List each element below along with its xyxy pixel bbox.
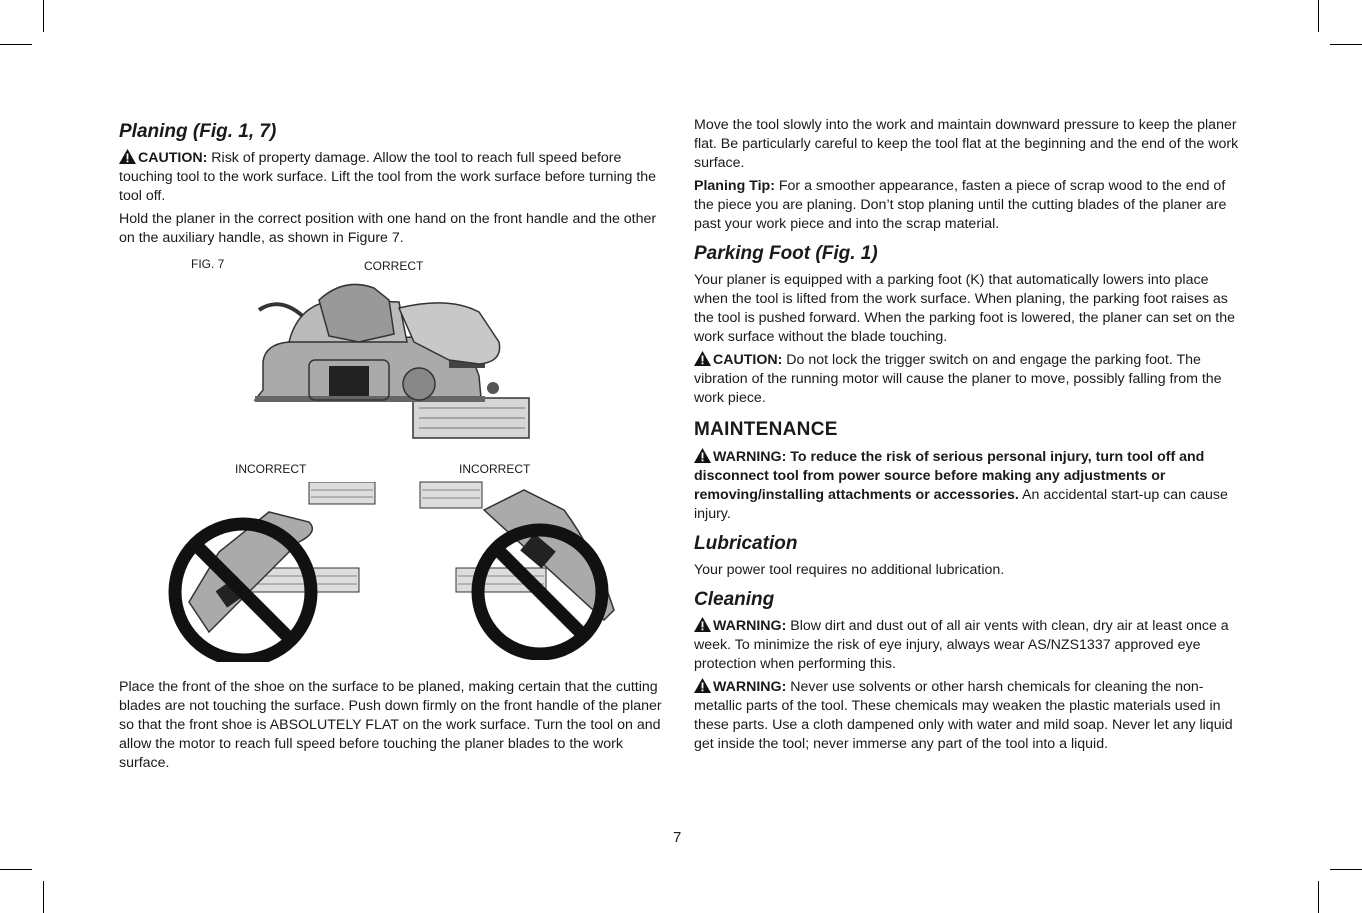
crop-mark — [1330, 44, 1362, 45]
cleaning-heading: Cleaning — [694, 589, 775, 610]
warning-triangle-icon — [694, 448, 711, 463]
incorrect-right-label: INCORRECT — [459, 462, 531, 476]
planing-paragraph-1: Hold the planer in the correct position with one hand on the front handle and the other on the auxiliary handle, as shown in Figure 7. — [119, 211, 657, 246]
planing-heading: Planing (Fig. 1, 7) — [119, 121, 277, 142]
right-column — [694, 116, 1246, 758]
warning-triangle-icon — [119, 149, 136, 164]
crop-mark — [43, 0, 44, 32]
cleaning-warning-2: WARNING: Never use solvents or other harsh chemicals for cleaning the non-metallic parts of the tool. These chemicals may weaken the plastic materials used in these parts. Use a cloth dampened only with water and mild soap. Never let any liquid get inside the tool; never immerse any part of the tool into a liquid. — [694, 679, 1233, 752]
left-column — [119, 112, 667, 777]
parking-foot-caution: CAUTION: Do not lock the trigger switch on and engage the parking foot. The vibration of the running motor will cause the planer to move, possibly falling from the work piece. — [694, 352, 1222, 406]
incorrect-left-label: INCORRECT — [235, 462, 307, 476]
correct-label: CORRECT — [364, 259, 424, 273]
crop-mark — [1318, 881, 1319, 913]
warning-triangle-icon — [694, 351, 711, 366]
crop-mark — [0, 44, 32, 45]
move-tool-paragraph: Move the tool slowly into the work and maintain downward pressure to keep the planer flat. Be particularly careful to keep the tool flat at the beginning and the end of the work surface. — [694, 117, 1239, 171]
planing-paragraph-2: Place the front of the shoe on the surface to be planed, making certain that the cutting blades are not touching the surface. Push down firmly on the front handle of the planer so that the front shoe is ABSOLUTELY FLAT on the work surface. Turn the tool on and allow the motor to reach full speed before touching the planer blades to the work surface. — [119, 679, 662, 771]
correct-planer-illustration — [249, 272, 539, 442]
parking-foot-paragraph: Your planer is equipped with a parking foot (K) that automatically lowers into place when the tool is lifted from the work surface. When planing, the parking foot raises as the tool is pushed forward. When the parking foot is lowered, the planer can set on the work surface without the blade touching. — [694, 272, 1236, 345]
crop-mark — [0, 869, 32, 870]
page-number: 7 — [673, 829, 682, 846]
fig-label: FIG. 7 — [191, 257, 225, 271]
incorrect-left-illustration — [159, 482, 419, 662]
lubrication-heading: Lubrication — [694, 533, 798, 554]
crop-mark — [1318, 0, 1319, 32]
crop-mark — [1330, 869, 1362, 870]
warning-triangle-icon — [694, 678, 711, 693]
maintenance-warning: WARNING: To reduce the risk of serious personal injury, turn tool off and disconnect tool from power source before making any adjustments or removing/installing attachments or accessories. An accidental start-up can cause injury. — [694, 449, 1228, 522]
crop-mark — [43, 881, 44, 913]
planing-caution: CAUTION: Risk of property damage. Allow the tool to reach full speed before touching tool to the work surface. Lift the tool from the work surface before turning the tool off. — [119, 150, 657, 204]
parking-foot-heading: Parking Foot (Fig. 1) — [694, 243, 878, 264]
maintenance-heading: MAINTENANCE — [694, 419, 838, 440]
incorrect-right-illustration — [414, 470, 654, 660]
cleaning-warning-1: WARNING: Blow dirt and dust out of all air vents with clean, dry air at least once a week. To minimize the risk of eye injury, always wear AS/NZS1337 approved eye protection when performing this. — [694, 618, 1229, 672]
lubrication-paragraph: Your power tool requires no additional lubrication. — [694, 562, 1005, 578]
figure-7 — [119, 252, 667, 670]
warning-triangle-icon — [694, 617, 711, 632]
planing-tip: Planing Tip: For a smoother appearance, fasten a piece of scrap wood to the end of the piece you are planing. Don’t stop planing until the cutting blades of the planer are past your work piece and into the scrap material. — [694, 178, 1227, 232]
